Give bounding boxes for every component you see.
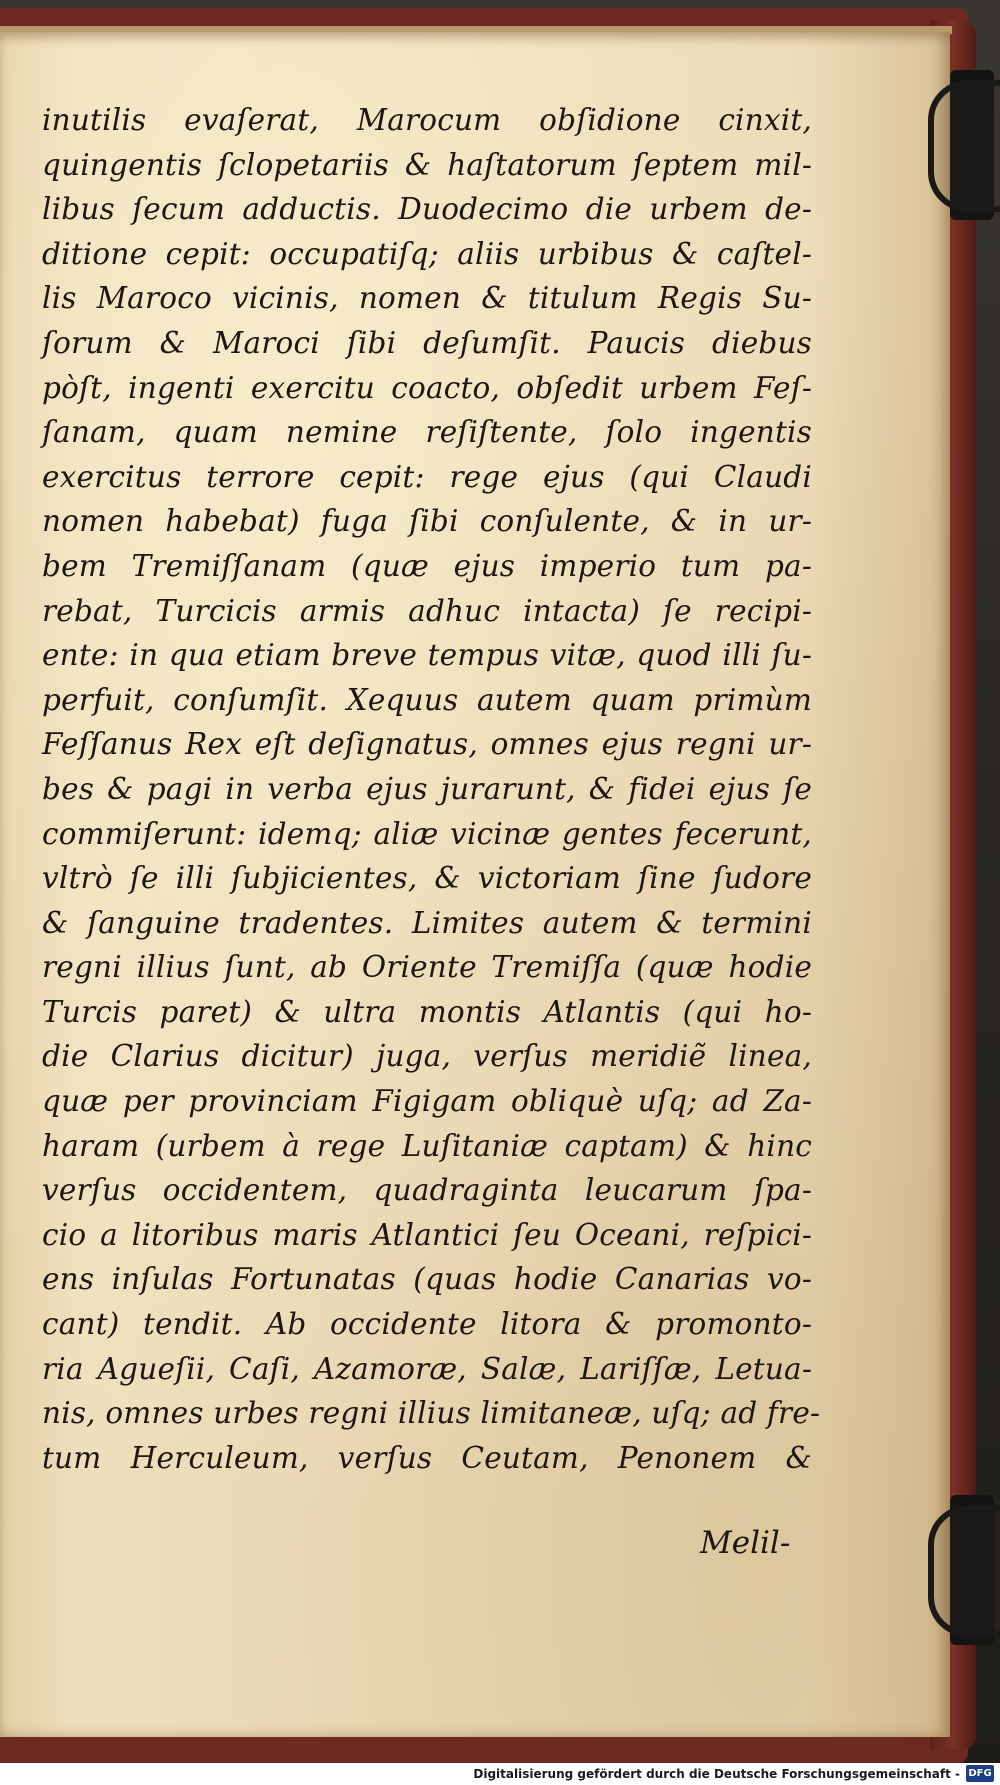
text-line: nis, omnes urbes regni illius limitaneæ, uſq; ad fre- bbox=[42, 1396, 821, 1431]
text-line: verſus occidentem, quadraginta leucarum ſpa- bbox=[42, 1173, 812, 1208]
text-line: commiſerunt: idemq; aliæ vicinæ gentes fecerunt, bbox=[42, 816, 812, 851]
page-holder-clip-top bbox=[928, 80, 1000, 212]
text-line: perfuit, conſumſit. Xequus autem quam primùm bbox=[42, 682, 812, 717]
page-body-text bbox=[42, 98, 821, 1480]
text-line: rebat, Turcicis armis adhuc intacta) ſe recipi- bbox=[42, 593, 812, 628]
text-line: cant) tendit. Ab occidente litora & promonto- bbox=[42, 1307, 812, 1342]
text-line: pòſt, ingenti exercitu coacto, obſedit urbem Feſ- bbox=[42, 370, 812, 405]
text-line: bes & pagi in verba ejus jurarunt, & fidei ejus ſe bbox=[42, 771, 812, 806]
text-line: quæ per provinciam Figigam obliquè uſq; ad Za- bbox=[42, 1084, 812, 1119]
text-line: lis Maroco vicinis, nomen & titulum Regis Su- bbox=[42, 281, 812, 316]
text-line: cio a litoribus maris Atlantici ſeu Oceani, reſpici- bbox=[42, 1217, 812, 1252]
text-line: ſorum & Maroci ſibi deſumſit. Paucis diebus bbox=[42, 325, 812, 360]
text-line: exercitus terrore cepit: rege ejus (qui Claudi bbox=[42, 459, 812, 494]
text-line: Feſſanus Rex eſt deſignatus, omnes ejus regni ur- bbox=[42, 727, 812, 762]
text-line: tum Herculeum, verſus Ceutam, Penonem & bbox=[42, 1440, 812, 1475]
dfg-logo: DFG bbox=[966, 1765, 994, 1782]
digitization-footer bbox=[0, 1763, 1000, 1785]
text-line: regni illius ſunt, ab Oriente Tremiſſa (quæ hodie bbox=[42, 950, 812, 985]
text-line: bem Tremiſſanam (quæ ejus imperio tum pa- bbox=[42, 548, 812, 583]
text-line: die Clarius dicitur) juga, verſus meridiẽ linea, bbox=[42, 1039, 812, 1074]
text-line: inutilis evaſerat, Marocum obſidione cinxit, bbox=[42, 103, 812, 137]
funding-credit: Digitalisierung gefördert durch die Deutsche Forschungsgemeinschaft - bbox=[473, 1767, 960, 1781]
text-line: Turcis paret) & ultra montis Atlantis (qui ho- bbox=[42, 994, 812, 1029]
text-line: ditione cepit: occupatiſq; aliis urbibus & caſtel- bbox=[42, 236, 812, 271]
page-holder-clip-bottom bbox=[928, 1505, 1000, 1637]
catchword: Melil- bbox=[700, 1525, 791, 1561]
text-line: ens inſulas Fortunatas (quas hodie Canarias vo- bbox=[42, 1262, 812, 1297]
text-line: quingentis ſclopetariis & haſtatorum ſeptem mil- bbox=[42, 147, 812, 182]
text-line: ria Agueſii, Caſi, Azamoræ, Salæ, Lariſſæ, Letua- bbox=[42, 1351, 812, 1386]
text-line: nomen habebat) fuga ſibi conſulente, & in ur- bbox=[42, 504, 812, 539]
text-line: ente: in qua etiam breve tempus vitæ, quod illi ſu- bbox=[42, 638, 812, 673]
text-line: vltrò ſe illi ſubjicientes, & victoriam ſine ſudore bbox=[42, 861, 812, 896]
text-line: ſanam, quam nemine reſiſtente, ſolo ingentis bbox=[42, 415, 812, 450]
text-line: & ſanguine tradentes. Limites autem & termini bbox=[42, 905, 812, 940]
text-line: libus ſecum adductis. Duodecimo die urbem de- bbox=[42, 192, 812, 227]
text-line: haram (urbem à rege Luſitaniæ captam) & hinc bbox=[42, 1128, 812, 1163]
